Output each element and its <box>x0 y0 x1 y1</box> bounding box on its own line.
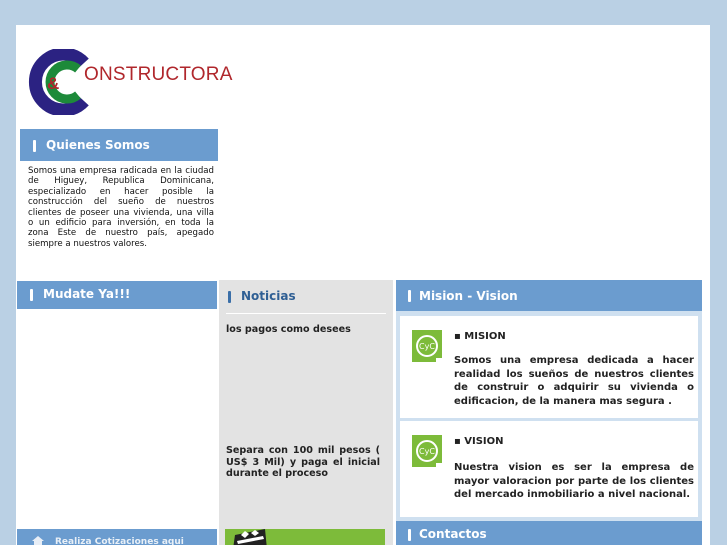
news-item[interactable]: los pagos como desees <box>226 324 351 335</box>
noticias-title: Noticias <box>241 289 296 303</box>
noticias-header <box>219 280 393 312</box>
mision-card <box>400 316 698 418</box>
bullet-icon <box>408 529 411 541</box>
cyc-logo-icon <box>410 433 444 467</box>
mision-heading: ▪ MISION <box>454 331 506 342</box>
bullet-icon <box>408 290 411 302</box>
divider <box>226 313 386 314</box>
quienes-somos-title: Quienes Somos <box>46 138 150 152</box>
house-icon <box>31 535 45 545</box>
bullet-icon <box>33 140 36 152</box>
cyc-logo-icon <box>410 328 444 362</box>
vision-heading-text: VISION <box>464 436 504 447</box>
quienes-somos-text: Somos una empresa radicada en la ciudad de Higuey, Republica Dominicana, especializado en hacer posible la construcción del sueño de nuestros clientes de poseer una vivienda, una villa o un edificio para inversión, en toda la zona Este de nuestro país, apegado siempre a nuestros valores. <box>28 166 214 249</box>
svg-text:CyC: CyC <box>419 342 435 351</box>
mision-heading-text: MISION <box>464 331 506 342</box>
mision-vision-panel <box>396 280 702 545</box>
page-container <box>16 25 710 545</box>
logo-ampersand: & <box>47 74 60 93</box>
mudate-header <box>17 281 217 309</box>
svg-text:CyC: CyC <box>419 447 435 456</box>
contactos-title: Contactos <box>419 527 487 541</box>
contactos-header[interactable] <box>396 521 702 545</box>
mision-vision-header <box>396 280 702 311</box>
vision-text: Nuestra vision es ser la empresa de mayor valoracion por parte de los clientes del mercado inmobiliario a nivel nacional. <box>454 462 694 500</box>
constructora-logo[interactable] <box>26 49 233 115</box>
news-image[interactable] <box>225 529 385 545</box>
vision-heading: ▪ VISION <box>454 436 504 447</box>
news-item[interactable]: Separa con 100 mil pesos ( US$ 3 Mil) y paga el inicial durante el proceso <box>226 445 380 479</box>
bullet-icon <box>228 291 231 303</box>
mision-text: Somos una empresa dedicada a hacer realidad los sueños de nuestros clientes de construir o adquirir su vivienda o edificacion, de la manera mas segura . <box>454 355 694 407</box>
mudate-panel <box>17 278 217 545</box>
cotizaciones-label: Realiza Cotizaciones aqui <box>55 537 184 545</box>
mudate-title: Mudate Ya!!! <box>43 287 131 301</box>
mision-vision-title: Mision - Vision <box>419 289 518 303</box>
vision-card <box>400 421 698 517</box>
quienes-somos-header <box>20 129 218 161</box>
clapperboard-icon <box>225 529 385 545</box>
logo-wordmark: ONSTRUCTORA <box>84 64 233 85</box>
noticias-panel <box>219 280 393 545</box>
bullet-icon <box>30 289 33 301</box>
cotizaciones-link[interactable] <box>17 529 217 545</box>
